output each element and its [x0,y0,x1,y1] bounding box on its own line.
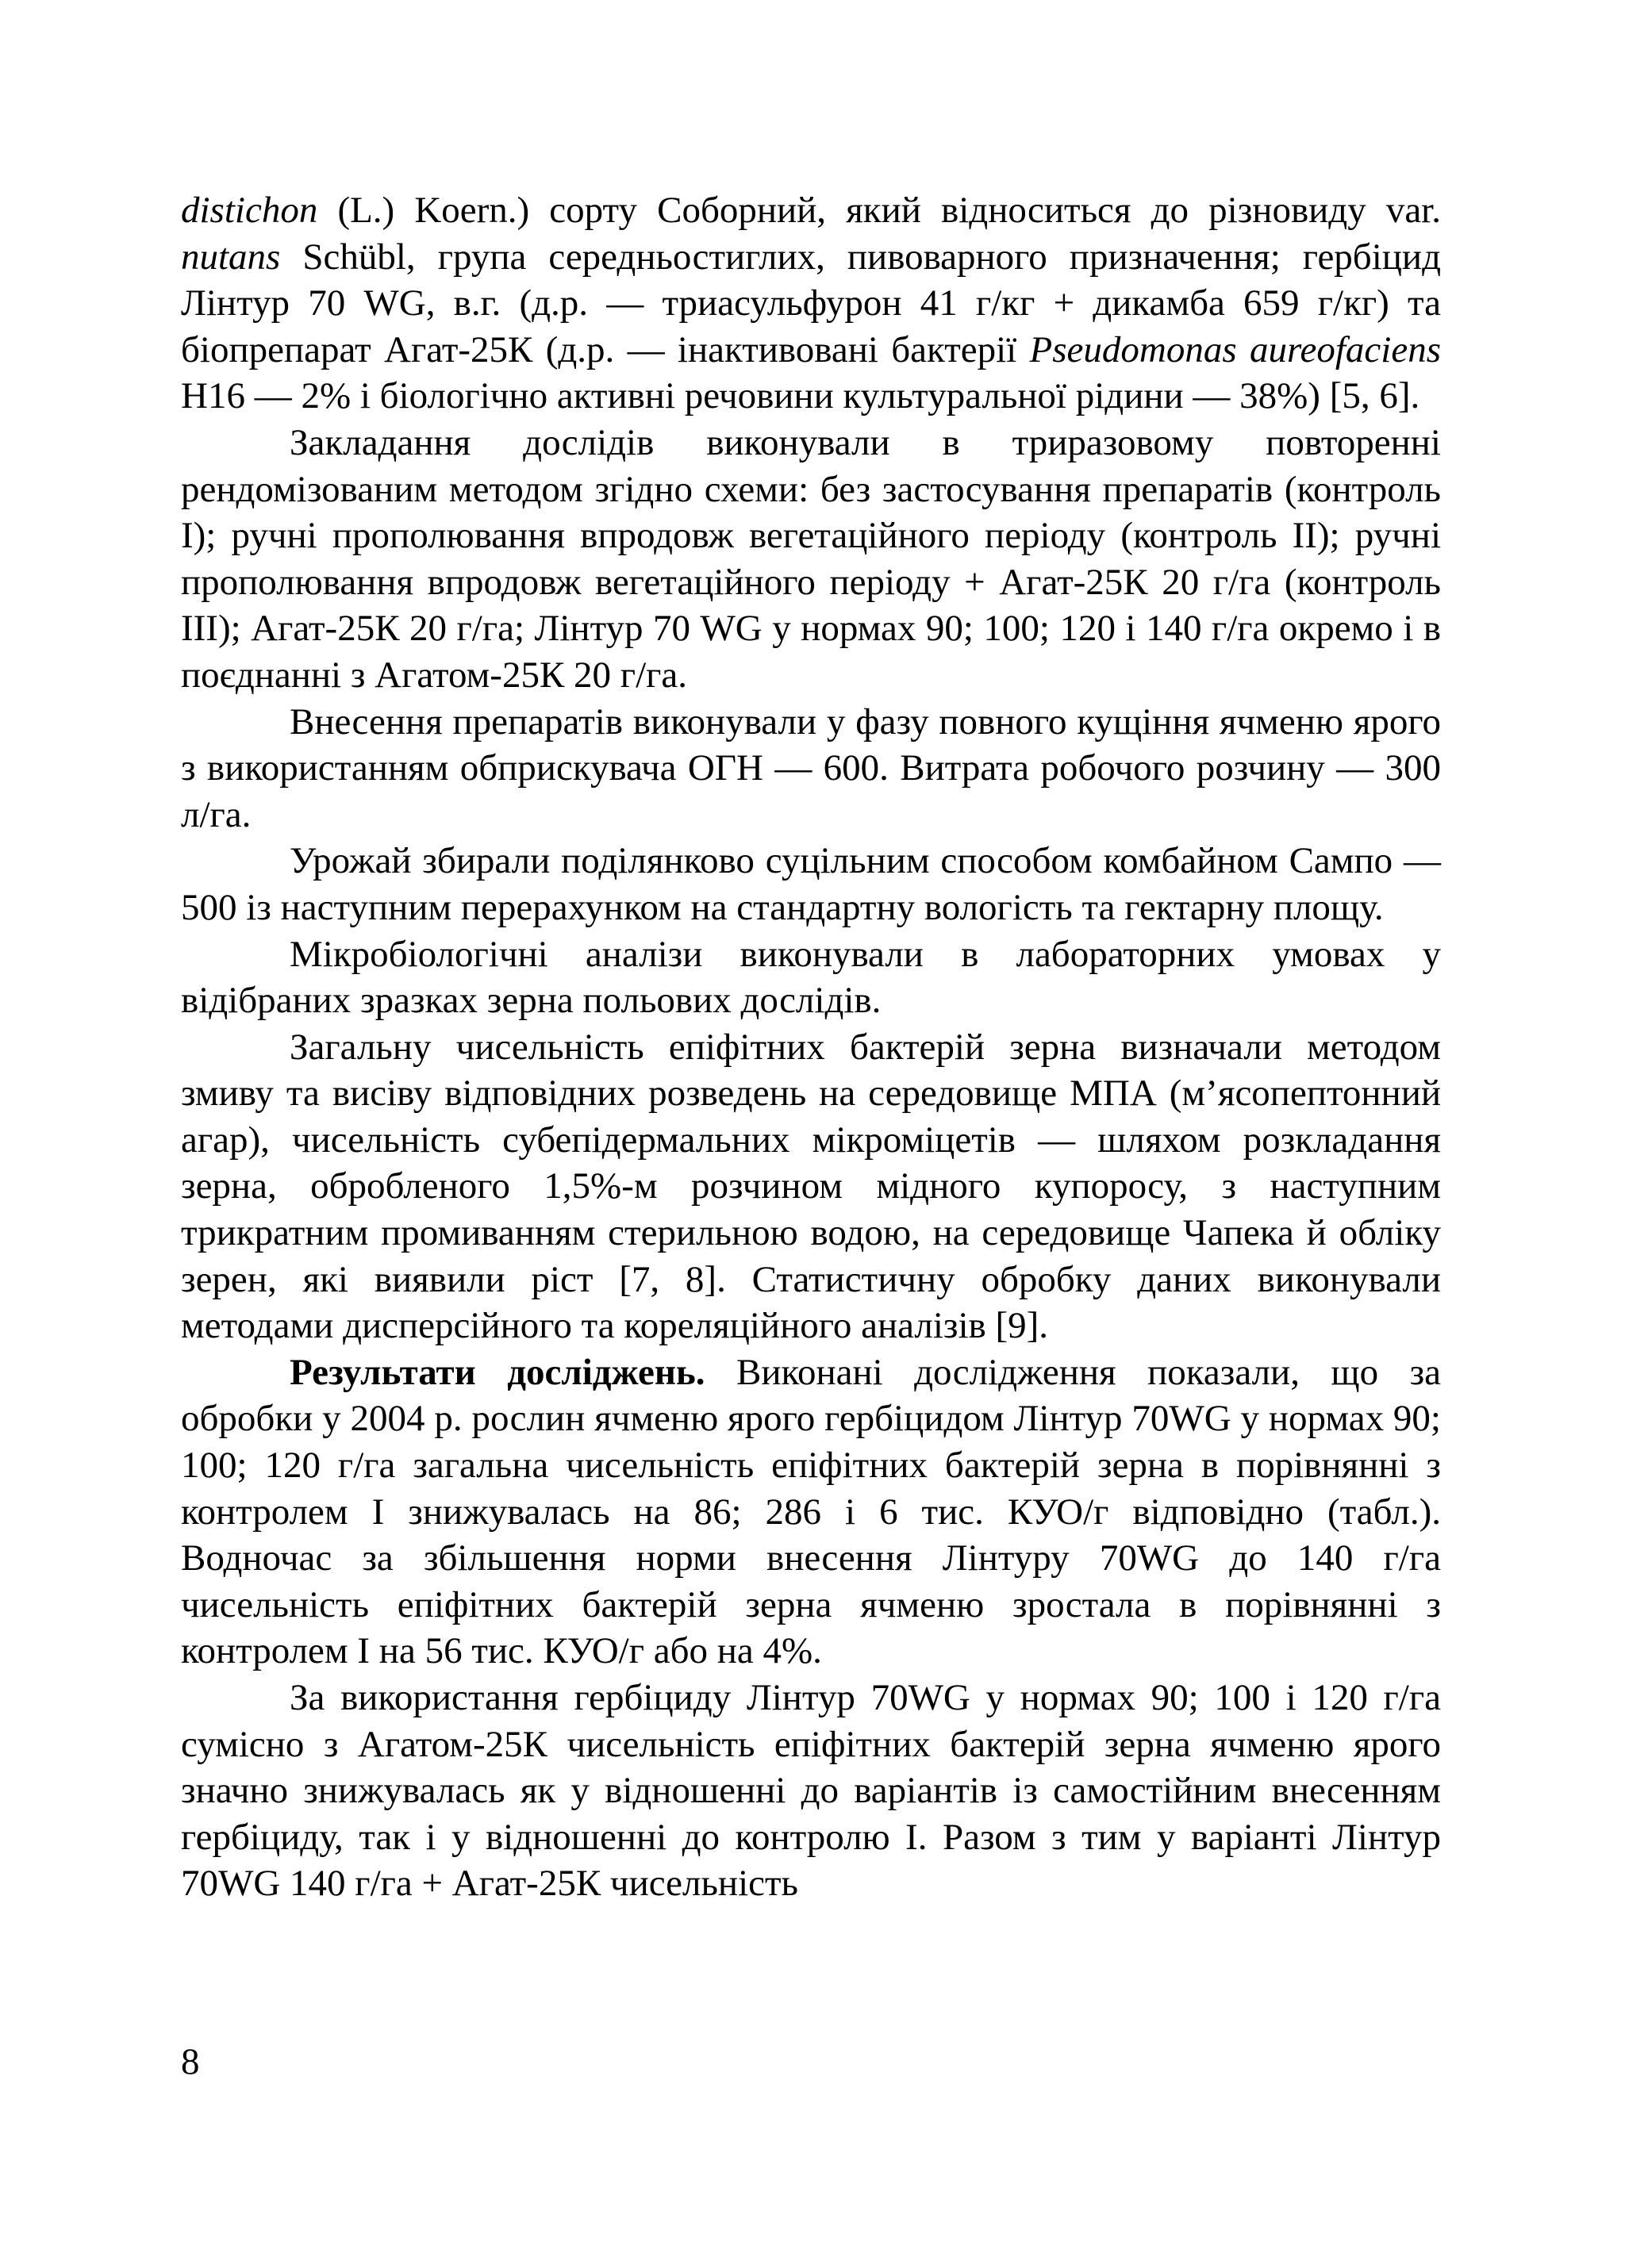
bacteria-name-italic: Pseudomonas aureofaciens [1029,328,1441,370]
variety-name-italic: nutans [181,236,281,278]
paragraph-results [181,1349,1441,1675]
paragraph-text: Виконані дослідження показали, що за обробки у 2004 р. рослин ячменю ярого гербіцидом Лінтур 70WG у нормах 90; 100; 120 г/га загальна чисельність епіфітних бактерій зерна в порівнянні з контролем I знижувалась на 86; 286 і 6 тис. КУО/г відповідно (табл.). Водночас за збільшення норми внесення Лінтуру 70WG до 140 г/га чисельність епіфітних бактерій зерна ячменю зростала в порівнянні з контролем I на 56 тис. КУО/г або на 4%. [181,1351,1441,1672]
page-number: 8 [181,2041,200,2082]
paragraph-harvest: Урожай збирали поділянково суцільним способом комбайном Сампо — 500 із наступним перерахунком на стандартну вологість та гектарну площу. [181,840,1441,928]
section-heading-results: Результати досліджень. [290,1351,705,1393]
paragraph-experiment-design: Закладання дослідів виконували в триразовому повторенні рендомізованим методом згідно схеми: без застосування препаратів (контроль I); ручні прополювання впродовж вегетаційного періоду (контроль II); ручні прополювання впродовж вегетаційного періоду + Агат-25К 20 г/га (контроль III); Агат-25К 20 г/га; Лінтур 70 WG у нормах 90; 100; 120 і 140 г/га окремо і в поєднанні з Агатом-25К 20 г/га. [181,421,1441,696]
paragraph-microbiology: Мікробіологічні аналізи виконували в лабораторних умовах у відібраних зразках зерна польових дослідів. [181,933,1441,1022]
paragraph-materials [181,187,1441,420]
paragraph-methods: Загальну чисельність епіфітних бактерій зерна визначали методом змиву та висіву відповідних розведень на середовище МПА (м’ясопептонний агар), чисельність субепідермальних мікроміцетів — шляхом розкладання зерна, обробленого 1,5%-м розчином мідного купоросу, з наступним трикратним промиванням стерильною водою, на середовище Чапека й обліку зерен, які виявили ріст [7, 8]. Статистичну обробку даних виконували методами дисперсійного та кореляційного аналізів [9]. [181,1026,1441,1347]
paragraph-results-continued: За використання гербіциду Лінтур 70WG у нормах 90; 100 і 120 г/га сумісно з Агатом-25К чисельність епіфітних бактерій зерна ячменю ярого значно знижувалась як у відношенні до варіантів із самостійним внесенням гербіциду, так і у відношенні до контролю I. Разом з тим у варіанті Лінтур 70WG 140 г/га + Агат-25К чисельність [181,1677,1441,1905]
paragraph-text: Schübl, група середньостиглих, пивоварного призначення; гербіцид Лінтур 70 WG, в.г. (д.р. — триасульфурон 41 г/кг + дикамба 659 г/кг) та біопрепарат Агат-25К (д.р. — інактивовані бактерії [181,236,1441,370]
paragraph-application: Внесення препаратів виконували у фазу повного кущіння ячменю ярого з використанням обприскувача ОГН — 600. Витрата робочого розчину — 300 л/га. [181,700,1441,835]
paragraph-text: Н16 — 2% і біологічно активні речовини культуральної рідини — 38%) [5, 6]. [181,375,1420,417]
page-body [181,187,1441,1907]
paragraph-text: (L.) Koern.) сорту Соборний, який відноситься до різновиду var. [317,190,1441,231]
species-name-italic: distichon [181,190,318,231]
